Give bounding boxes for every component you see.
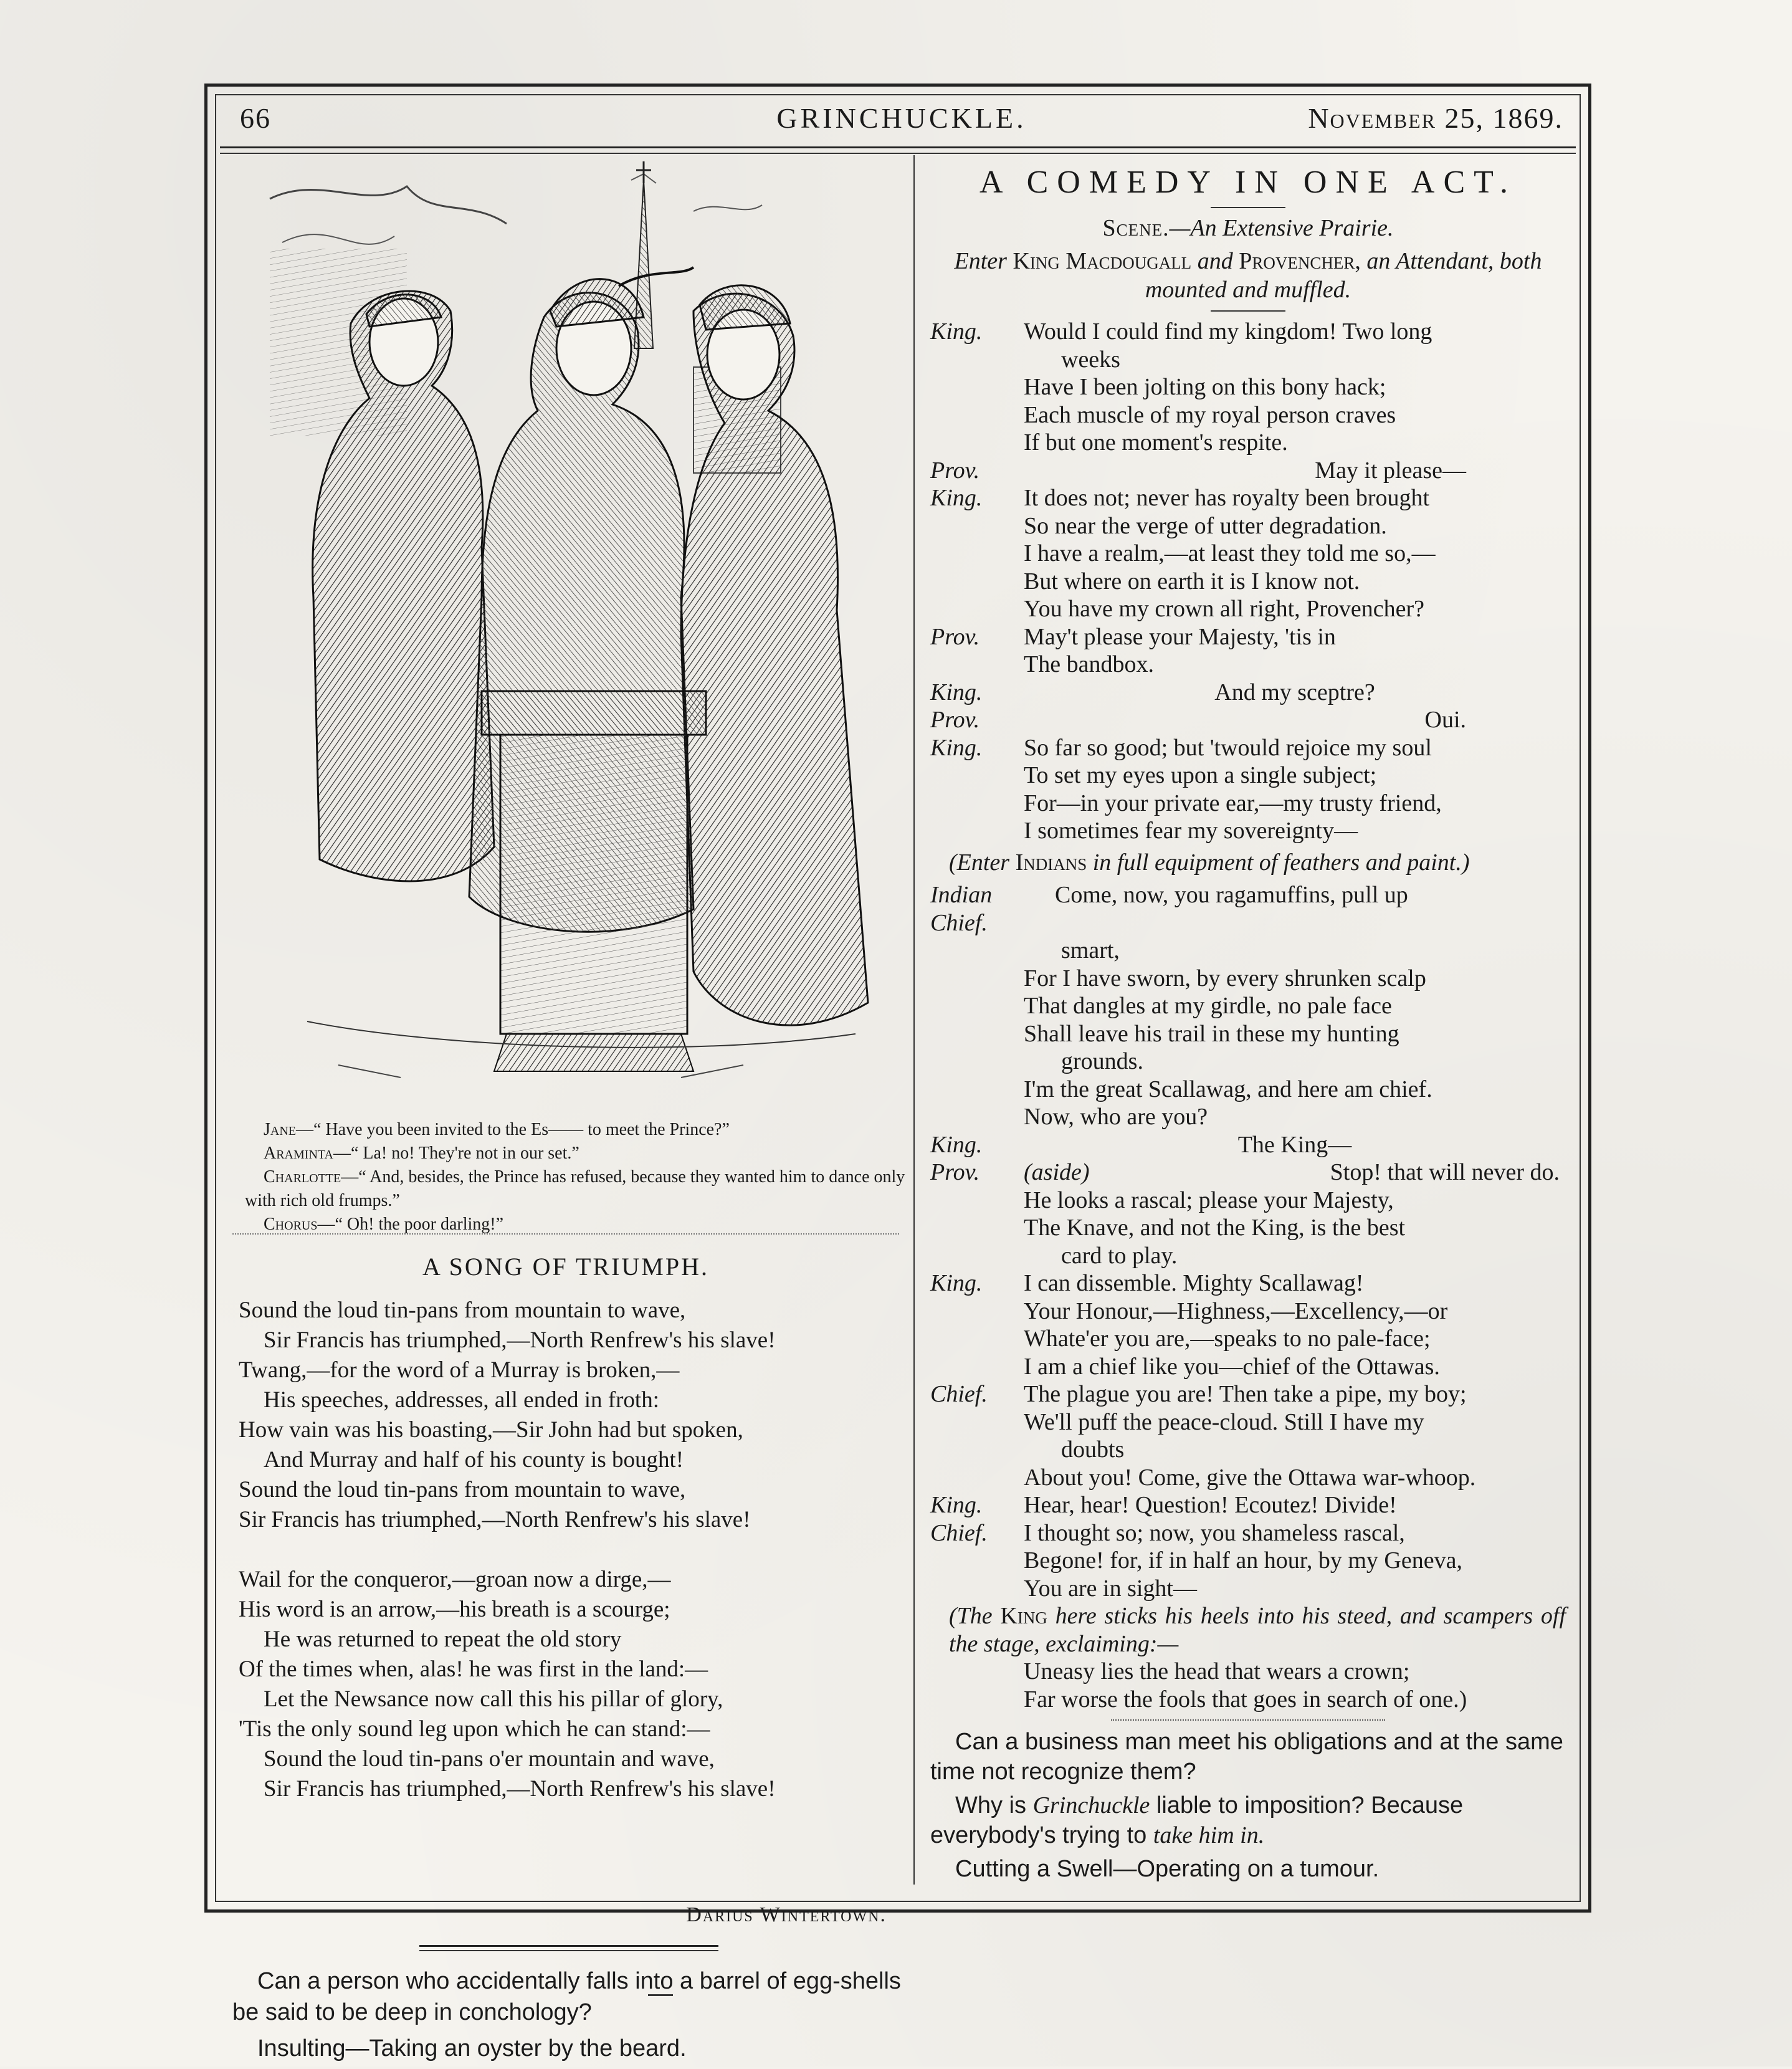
author-signature: Darius Wintertown. bbox=[686, 1903, 887, 1926]
song-poem bbox=[239, 1296, 905, 1804]
caption-line: Jane—“ Have you been invited to the Es—— to meet the Prince?” bbox=[264, 1120, 730, 1139]
stage-direction-enter: Enter King Macdougall and Provencher, an Attendant, both mounted and muffled. bbox=[954, 248, 1542, 303]
header-rule-thin bbox=[220, 153, 1576, 154]
stage-direction: (Enter Indians in full equipment of feathers and paint.) bbox=[949, 849, 1470, 876]
jokes-left bbox=[232, 1966, 902, 2069]
poem-line: Sound the loud tin-pans o'er mountain and wave, bbox=[264, 1746, 715, 1772]
caption-line: Chorus—“ Oh! the poor darling!” bbox=[264, 1215, 504, 1234]
page-footer-mark bbox=[648, 1994, 673, 1996]
poem-line: His word is an arrow,—his breath is a scourge; bbox=[239, 1597, 670, 1622]
play-title: A COMEDY IN ONE ACT. bbox=[979, 165, 1517, 200]
section-divider bbox=[1111, 1719, 1385, 1721]
joke-paragraph: Can a business man meet his obligations and at the same time not recognize them? bbox=[930, 1729, 1563, 1785]
dialogue-line: Prov. Oui. bbox=[930, 707, 1466, 733]
poem-line: He was returned to repeat the old story bbox=[264, 1627, 622, 1652]
section-divider-thin bbox=[419, 1950, 718, 1951]
poem-line: Sound the loud tin-pans from mountain to wave, bbox=[239, 1477, 686, 1503]
page-border bbox=[204, 84, 1591, 2062]
dialogue-line: King. And my sceptre? bbox=[930, 679, 1375, 705]
section-divider bbox=[232, 1233, 899, 1235]
masthead bbox=[240, 99, 1563, 136]
dialogue-line: Prov. May't please your Majesty, 'tis in bbox=[930, 623, 1336, 650]
column-divider bbox=[913, 155, 915, 1885]
poem-line: Sir Francis has triumphed,—North Renfrew's his slave! bbox=[239, 1507, 751, 1532]
publication-title: GRINCHUCKLE. bbox=[776, 102, 1027, 134]
dialogue-line: Prov. May it please— bbox=[930, 457, 1466, 484]
dialogue-line: King. Hear, hear! Question! Ecoutez! Divide! bbox=[930, 1492, 1397, 1518]
poem-line: And Murray and half of his county is bought! bbox=[264, 1447, 684, 1473]
joke-paragraph: Cutting a Swell—Operating on a tumour. bbox=[955, 1856, 1380, 1882]
poem-line: Let the Newsance now call this his pillar of glory, bbox=[264, 1686, 723, 1712]
song-title: A SONG OF TRIUMPH. bbox=[422, 1253, 709, 1281]
right-column bbox=[930, 161, 1566, 1885]
joke-paragraph: Why is Grinchuckle liable to imposition? Because everybody's trying to take him in. bbox=[930, 1792, 1464, 1848]
dialogue-line: Chief. The plague you are! Then take a pipe, my boy; bbox=[930, 1381, 1467, 1407]
section-divider bbox=[419, 1945, 718, 1947]
dialogue-line: King. So far so good; but 'twould rejoice my soul bbox=[930, 734, 1432, 761]
poem-line: Twang,—for the word of a Murray is broken,— bbox=[239, 1357, 680, 1383]
poem-line: His speeches, addresses, all ended in froth: bbox=[264, 1387, 659, 1413]
poem-line: Of the times when, alas! he was first in the land:— bbox=[239, 1656, 708, 1682]
play-dialogue: King. Would I could find my kingdom! Two long weeks Have I been jolting on this bony hack; Each muscle of my royal person craves If but one moment's respite. Prov. May it please— King. It does not; never has royalty been brought So near the verge of utter degradation. I have a realm,—at least they told me so,— But where on earth it is I know not. You have my crown all right, Provencher? Prov. May't please your Majesty, 'tis in The bandbox. King. And my sceptre? Prov. Oui. King. So far so good; but 'twould rejoice my soul To set my eyes upon a single subject; For—in your private ear,—my trusty friend, I sometimes fear my sovereignty— (Enter Indians in full equipment of feathers and paint.) Indian Chief. Come, now, you ragamuffins, pull up smart, For I have sworn, by every shrunken scalp That dangles at my girdle, no pale face Shall leave his trail in these my hunting grounds. I'm the great Scallawag, and here am chief. Now, who are you? King. The King— Prov. (aside) Stop! that will never do. He looks a rascal; please your Majesty, The Knave, and not the King, is the best card to play. King. I can dissemble. Mighty Scallawag! Your Honour,—Highness,—Excellency,—or Whate'er you are,—speaks to no pale-face; I am a chief like you—chief of the Ottawas. Chief. The plague you are! Then take a pipe, my boy; We'll puff the peace-cloud. Still I have my doubts About you! Come, give the Ottawa war-whoop. King. Hear, hear! Question! Ecoutez! Divide! Chief. I thought so; now, you shameless rascal, Begone! for, if in half an hour, by my Geneva, You are in sight— (The King here sticks his heels into his steed, and scampers off the stage, exclaiming:— Uneasy lies the head that wears a crown; Far worse the fools that goes in search of one.) bbox=[930, 318, 1566, 1713]
short-divider bbox=[1211, 207, 1285, 208]
dialogue-line: Indian Chief. Come, now, you ragamuffins, pull up bbox=[930, 882, 1408, 936]
header-rule bbox=[220, 146, 1576, 148]
stage-direction: (The King here sticks his heels into his steed, and scampers off the stage, exclaiming:— bbox=[949, 1603, 1566, 1657]
scene-heading: Scene.—An Extensive Prairie. bbox=[1102, 215, 1394, 241]
poem-line: Sir Francis has triumphed,—North Renfrew's his slave! bbox=[264, 1776, 776, 1802]
jokes-right bbox=[930, 1727, 1566, 1884]
engraving-illustration bbox=[245, 161, 893, 1109]
short-divider bbox=[1211, 310, 1285, 312]
dialogue-line: Chief. I thought so; now, you shameless rascal, bbox=[930, 1519, 1405, 1546]
caption-line: Charlotte—“ And, besides, the Prince has refused, because they wanted him to dance only with rich old frumps.” bbox=[245, 1167, 905, 1210]
left-column bbox=[232, 161, 905, 2062]
poem-line: 'Tis the only sound leg upon which he can stand:— bbox=[239, 1716, 710, 1742]
poem-line: How vain was his boasting,—Sir John had but spoken, bbox=[239, 1417, 743, 1443]
dialogue-line: King. The King— bbox=[930, 1131, 1352, 1158]
dialogue-line: King. Would I could find my kingdom! Two long bbox=[930, 318, 1432, 345]
illustration-caption bbox=[245, 1118, 905, 1236]
page-number: 66 bbox=[240, 102, 271, 134]
joke-paragraph: Insulting—Taking an oyster by the beard. bbox=[257, 2035, 687, 2062]
dialogue-line: King. I can dissemble. Mighty Scallawag! bbox=[930, 1270, 1364, 1296]
poem-line: Sound the loud tin-pans from mountain to wave, bbox=[239, 1297, 686, 1323]
issue-date: November 25, 1869. bbox=[1308, 102, 1563, 134]
joke-paragraph: Can a person who accidentally falls into a barrel of egg-shells be said to be deep in conchology? bbox=[232, 1968, 901, 2025]
dialogue-line: King. It does not; never has royalty been brought bbox=[930, 485, 1430, 511]
dialogue-line: Prov. (aside) Stop! that will never do. bbox=[930, 1159, 1560, 1185]
caption-line: Araminta—“ La! no! They're not in our set.” bbox=[264, 1144, 579, 1163]
poem-line: Sir Francis has triumphed,—North Renfrew's his slave! bbox=[264, 1327, 776, 1353]
poem-line: Wail for the conqueror,—groan now a dirge,— bbox=[239, 1567, 671, 1592]
